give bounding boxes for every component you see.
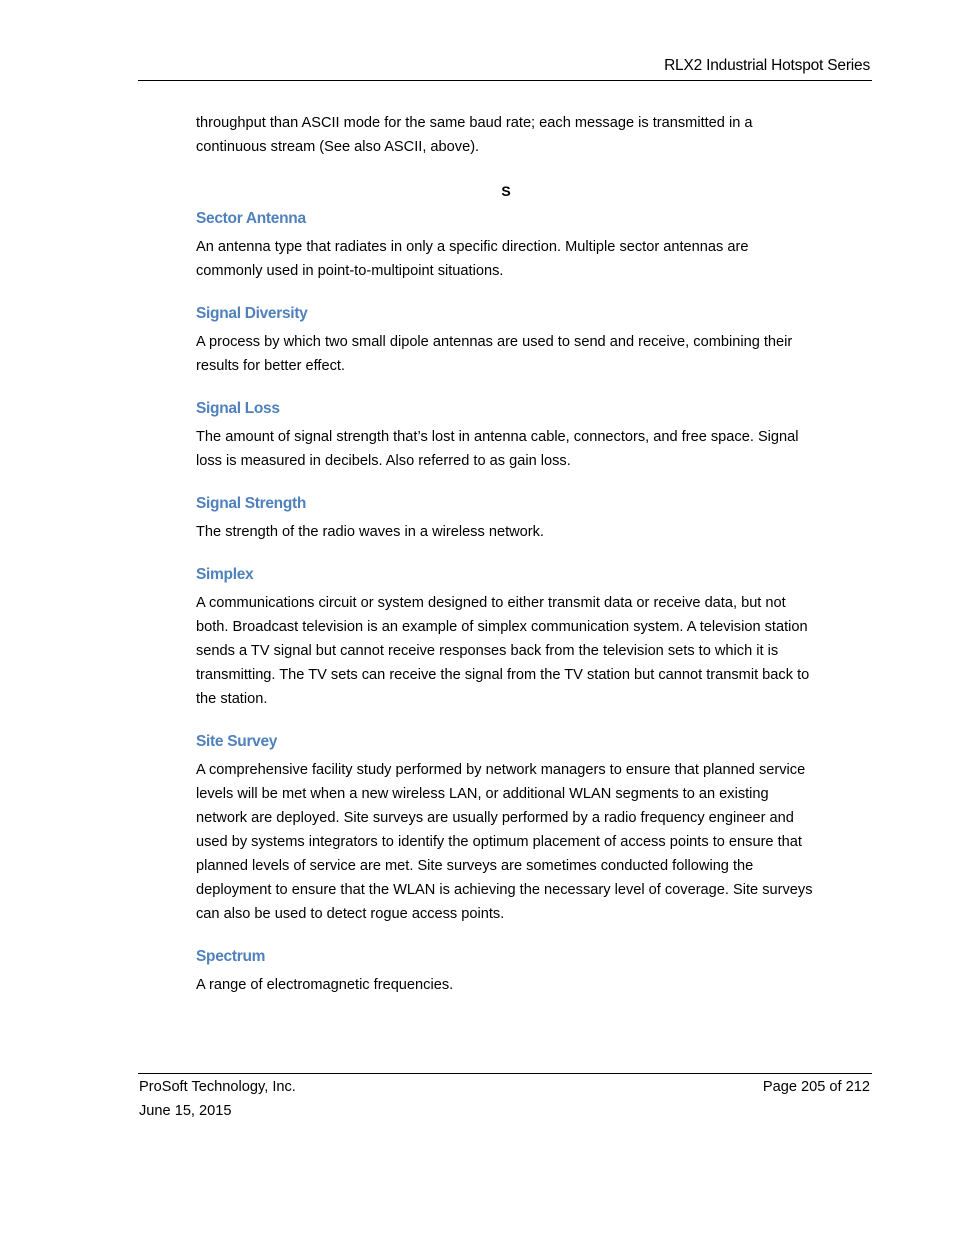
- footer-company: ProSoft Technology, Inc.: [139, 1079, 296, 1095]
- glossary-entry: [196, 494, 816, 544]
- glossary-definition: A comprehensive facility study performed by network managers to ensure that planned service levels will be met when a new wireless LAN, or additional WLAN segments to an existing network are deployed. Site surveys are usually performed by a radio frequency engineer and used by systems integrators to identify the optimum placement of access points to ensure that planned levels of service are met. Site surveys are sometimes conducted following the deployment to ensure that the WLAN is achieving the necessary level of coverage. Site surveys can also be used to detect rogue access points.: [196, 762, 813, 922]
- footer-left: [139, 1075, 296, 1123]
- footer-page-number: Page 205 of 212: [762, 1079, 870, 1095]
- glossary-entry: [196, 565, 816, 711]
- glossary-term: Signal Diversity: [196, 305, 308, 322]
- glossary-entry: [196, 399, 816, 473]
- intro-paragraph: throughput than ASCII mode for the same baud rate; each message is transmitted in a continuous stream (See also ASCII, above).: [196, 115, 753, 155]
- glossary-definition: An antenna type that radiates in only a specific direction. Multiple sector antennas are commonly used in point-to-multipoint situations.: [196, 239, 749, 279]
- glossary-definition: The amount of signal strength that’s lost in antenna cable, connectors, and free space. Signal loss is measured in decibels. Also referred to as gain loss.: [196, 429, 799, 469]
- glossary-term: Signal Loss: [196, 400, 280, 417]
- glossary-entry: [196, 304, 816, 378]
- glossary-definition: A process by which two small dipole antennas are used to send and receive, combining their results for better effect.: [196, 334, 793, 374]
- glossary-definition: A communications circuit or system designed to either transmit data or receive data, but not both. Broadcast television is an example of simplex communication system. A television station sends a TV signal but cannot receive responses back from the television sets to which it is transmitting. The TV sets can receive the signal from the TV station but cannot transmit back to the station.: [196, 595, 810, 707]
- glossary-definition: A range of electromagnetic frequencies.: [196, 977, 454, 993]
- glossary-entry: [196, 947, 816, 997]
- glossary-term: Simplex: [196, 566, 254, 583]
- footer-date: June 15, 2015: [139, 1103, 232, 1119]
- glossary-entry: [196, 209, 816, 283]
- footer-divider: [138, 1073, 872, 1074]
- glossary-definition: The strength of the radio waves in a wireless network.: [196, 524, 544, 540]
- glossary-term: Signal Strength: [196, 495, 307, 512]
- glossary-term: Site Survey: [196, 733, 278, 750]
- glossary-term: Spectrum: [196, 948, 266, 965]
- glossary-term: Sector Antenna: [196, 210, 306, 227]
- section-letter: S: [501, 183, 511, 199]
- glossary-entry: [196, 732, 816, 926]
- glossary-content: [196, 111, 816, 1018]
- header-divider: [138, 80, 872, 81]
- page-header-title: RLX2 Industrial Hotspot Series: [664, 57, 870, 74]
